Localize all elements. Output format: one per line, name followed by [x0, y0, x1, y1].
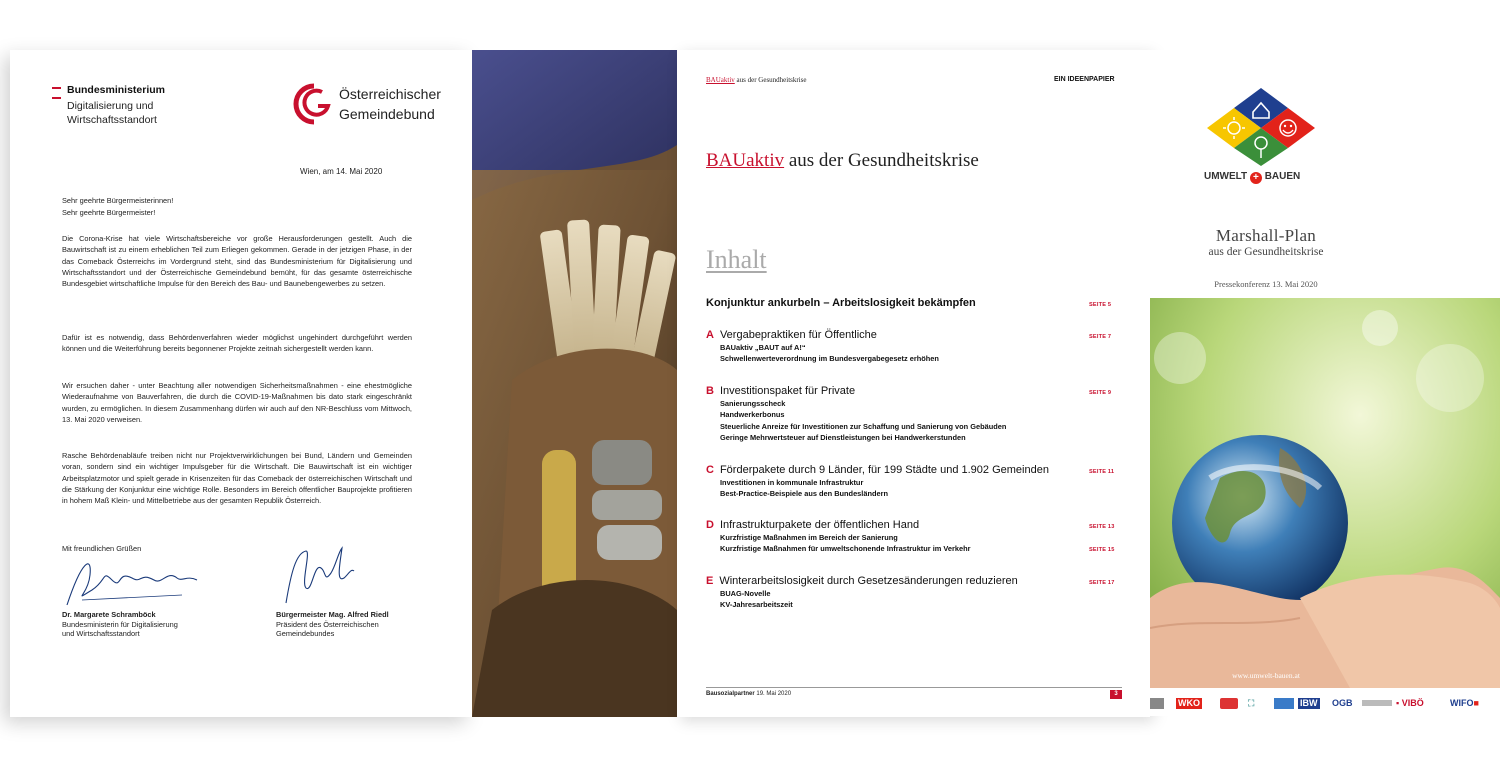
- running-header-right: EIN IDEENPAPIER: [1054, 76, 1115, 83]
- partner-logos-strip: [1150, 690, 1500, 716]
- toc-item[interactable]: BAUaktiv „BAUT auf A!“: [720, 343, 806, 352]
- website-url: www.umwelt-bauen.at: [1232, 671, 1300, 680]
- cover-title: Marshall-Plan: [1215, 226, 1317, 245]
- section-e-items: [720, 588, 793, 611]
- toc-section-b[interactable]: [706, 385, 855, 397]
- signer-2-role-1: Präsident des Österreichischen: [276, 619, 379, 629]
- letter-date: Wien, am 14. Mai 2020: [300, 167, 383, 176]
- section-a-letter: A: [706, 329, 714, 341]
- toc-lead-title-text: Konjunktur ankurbeln – Arbeitslosigkeit bekämpfen: [706, 297, 976, 309]
- section-e-title: Winterarbeitslosigkeit durch Gesetzesänderungen reduzieren: [719, 575, 1018, 587]
- section-a-title: Vergabepraktiken für Öffentliche: [719, 329, 877, 341]
- toc-section-a[interactable]: [706, 329, 877, 341]
- section-c-letter: C: [706, 464, 714, 476]
- signer-2-name: Bürgermeister Mag. Alfred Riedl: [276, 610, 389, 619]
- red-cross-icon: +: [1250, 172, 1262, 184]
- partner-logo-icon: [1274, 698, 1294, 709]
- toc-item[interactable]: Investitionen in kommunale Infrastruktur: [720, 478, 864, 487]
- toc-item[interactable]: Handwerkerbonus: [720, 410, 785, 420]
- partner-name-line-1: Österreichischer: [339, 86, 441, 102]
- section-e-letter: E: [706, 575, 714, 587]
- toc-item[interactable]: Schwellenwerteverordnung im Bundesvergabegesetz erhöhen: [720, 354, 939, 364]
- contents-heading: Inhalt: [706, 245, 767, 274]
- toc-section-c[interactable]: [706, 464, 1049, 476]
- hands-holding-earth-icon: [1150, 298, 1500, 688]
- title-text: aus der Gesundheitskrise: [784, 150, 979, 171]
- toolbelt-illustration-icon: [472, 50, 677, 717]
- toc-item[interactable]: Steuerliche Anreize für Investitionen zur Schaffung und Sanierung von Gebäuden: [720, 421, 1007, 431]
- signer-1-role-1: Bundesministerin für Digitalisierung: [62, 619, 178, 629]
- signer-2-role-2: Gemeindebundes: [276, 629, 335, 638]
- page-number: 3: [1110, 690, 1122, 699]
- wko-logo: WKO: [1178, 698, 1200, 708]
- section-c-page: SEITE 11: [1089, 469, 1115, 475]
- signature-2-icon: [276, 543, 356, 611]
- wifo-logo: WIFO■: [1450, 698, 1479, 708]
- partner-logo-icon: [1362, 700, 1392, 706]
- letter-closing: Mit freundlichen Grüßen: [62, 544, 142, 553]
- ministry-line-3: Wirtschaftsstandort: [67, 114, 157, 126]
- document-title: [706, 150, 979, 172]
- toc-item[interactable]: Kurzfristige Maßnahmen im Bereich der Sanierung: [720, 533, 898, 542]
- section-d-title: Infrastrukturpakete der öffentlichen Hand: [719, 519, 920, 531]
- ministry-subtitle: [67, 99, 157, 127]
- ministry-line-2: Digitalisierung und: [67, 100, 154, 112]
- section-b-page: SEITE 9: [1089, 390, 1112, 396]
- signer-1: [62, 610, 178, 639]
- hands-globe-photo: [1150, 298, 1500, 688]
- vibo-logo-text: VIBÖ: [1401, 698, 1424, 708]
- signature-1-icon: [62, 550, 212, 610]
- section-e-page: SEITE 17: [1089, 580, 1115, 586]
- partner-logo-icon: [1150, 698, 1164, 709]
- running-header-text: aus der Gesundheitskrise: [734, 76, 807, 84]
- gemeindebund-logo-icon: [292, 82, 336, 126]
- footer-date: 19. Mai 2020: [754, 691, 792, 697]
- toc-item[interactable]: BUAG-Novelle: [720, 589, 771, 598]
- toc-item[interactable]: Sanierungsscheck: [720, 399, 786, 408]
- section-d-letter: D: [706, 519, 714, 531]
- signer-2: [276, 610, 389, 639]
- brand-right: BAUEN: [1264, 171, 1301, 182]
- salutation-2: Sehr geehrte Bürgermeister!: [62, 208, 156, 217]
- press-conference-date: Pressekonferenz 13. Mai 2020: [1214, 279, 1318, 289]
- footer-divider: [706, 687, 1122, 688]
- section-c-items: [720, 477, 888, 500]
- letter-paragraph-1: Die Corona-Krise hat viele Wirtschaftsbereiche vor große Herausforderungen gestellt. Auch die Bauwirtschaft ist zu einem erheblichen Teil zum Erliegen gekommen. Gerade in der jetzigen Phase, in der das Comeback Österreichs im Vordergrund steht, sind das Bundesministerium für Digitalisierung und Wirtschaftsstandort und der Österreichische Gemeindebund bemüht, für das gesamte österreichische Bundesgebiet wirtschaftliche Impulse für den Bereich des Bau- und Baunebengewerbes zu setzen.: [62, 234, 412, 289]
- vibo-logo: ▪ VIBÖ: [1396, 698, 1424, 708]
- section-d-item-page: SEITE 15: [1089, 547, 1115, 553]
- letter-paragraph-3: Wir ersuchen daher - unter Beachtung aller notwendigen Sicherheitsmaßnahmen - eine ehestmögliche Wiederaufnahme von Bauverfahren, die durch die COVID-19-Maßnahmen bis dato stark eingeschränkt wurden, zu ermöglichen. In diesem Zusammenhang dürfen wir auch auf den NR-Beschluss vom Mittwoch, 13. Mai 2020 verweisen.: [62, 381, 412, 424]
- page-footer: [706, 691, 791, 697]
- ogb-logo: OGB: [1332, 698, 1353, 708]
- partner-logo-icon: [1220, 698, 1238, 709]
- cover-subtitle: aus der Gesundheitskrise: [1208, 246, 1324, 258]
- toolbelt-photo: [472, 50, 677, 717]
- toc-item[interactable]: KV-Jahresarbeitszeit: [720, 600, 793, 610]
- signer-1-role-2: und Wirtschaftsstandort: [62, 629, 140, 638]
- salutation-1: Sehr geehrte Bürgermeisterinnen!: [62, 196, 174, 205]
- toc-section-d[interactable]: [706, 519, 919, 531]
- toc-item[interactable]: Geringe Mehrwertsteuer auf Dienstleistungen bei Handwerkerstunden: [720, 432, 966, 442]
- footer-publisher: Bausozialpartner: [706, 691, 755, 697]
- ministry-name: Bundesministerium: [67, 84, 166, 96]
- signer-1-name: Dr. Margarete Schramböck: [62, 610, 156, 619]
- title-brand: BAUaktiv: [706, 150, 785, 171]
- umwelt-bauen-logo-icon: [1194, 88, 1328, 166]
- wifo-logo-text: WIFO: [1450, 698, 1474, 708]
- letter-paragraph-4: Rasche Behördenabläufe treiben nicht nur Projektverwirklichungen bei Bund, Ländern und Gemeinden voran, sondern sind ein wichtiger Impulsgeber für die Wirtschaft. Die Bauwirtschaft ist ein wichtiger Arbeitsplatzmotor und spielt gerade in Krisenzeiten für das Comeback der österreichischen Wirtschaft und die Stärkung der Konjunktur eine wichtige Rolle. Besonders im Bereich öffentlicher Bauprojekte profitieren in hohem Maß Klein- und Mittelbetriebe aus der gesamten Republik Österreich.: [62, 451, 412, 506]
- brand-left: UMWELT: [1204, 171, 1248, 182]
- partner-logo-icon: ⛶: [1248, 698, 1255, 708]
- section-a-page: SEITE 7: [1089, 334, 1112, 340]
- toc-item[interactable]: Kurzfristige Maßnahmen für umweltschonende Infrastruktur im Verkehr: [720, 544, 971, 554]
- section-c-title: Förderpakete durch 9 Länder, für 199 Städte und 1.902 Gemeinden: [719, 464, 1049, 476]
- toc-lead-page: SEITE 5: [1089, 302, 1112, 308]
- section-b-letter: B: [706, 385, 714, 397]
- section-d-items: [720, 532, 971, 555]
- section-b-items: [720, 398, 1006, 443]
- austria-flag-icon: [52, 87, 61, 99]
- letter-paragraph-2: Dafür ist es notwendig, dass Behördenverfahren wieder möglichst ungehindert durchgeführt werden können und die Weiterführung bereits begonnener Projekte zeitnah sichergestellt werden kann.: [62, 333, 412, 354]
- toc-section-e[interactable]: [706, 575, 1018, 587]
- section-b-title: Investitionspaket für Private: [719, 385, 856, 397]
- toc-item[interactable]: Best-Practice-Beispiele aus den Bundesländern: [720, 489, 888, 499]
- section-a-items: [720, 342, 939, 365]
- running-header: [706, 76, 807, 84]
- section-d-page: SEITE 13: [1089, 524, 1115, 530]
- running-header-brand: BAUaktiv: [706, 76, 735, 84]
- ibw-logo: IBW: [1300, 698, 1318, 708]
- partner-name-line-2: Gemeindebund: [339, 106, 435, 122]
- toc-lead-title[interactable]: [706, 297, 976, 309]
- umwelt-bauen-brand: [1204, 171, 1300, 184]
